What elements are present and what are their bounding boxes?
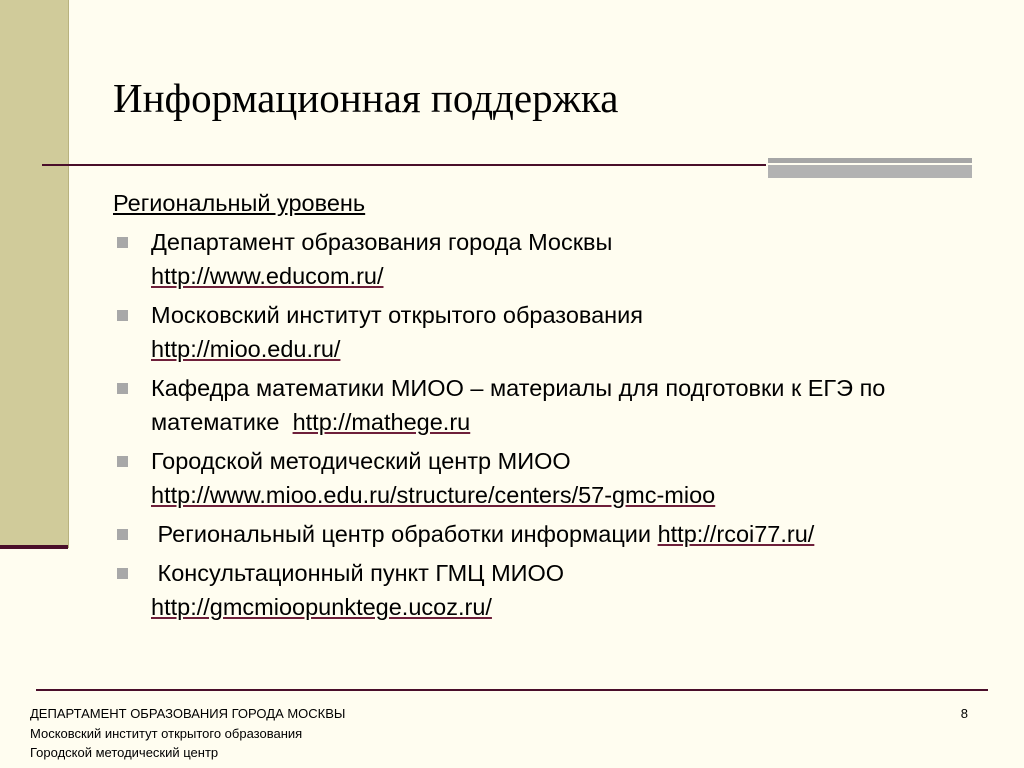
list-item <box>113 517 993 551</box>
footer-divider <box>36 689 988 691</box>
list-item <box>113 371 993 439</box>
bullet-square-icon <box>117 529 128 540</box>
title-divider-accent-top <box>768 158 972 163</box>
item-text: Консультационный пункт ГМЦ МИОО <box>157 560 565 586</box>
bullet-square-icon <box>117 568 128 579</box>
bullet-square-icon <box>117 310 128 321</box>
item-link[interactable]: http://gmcmioopunktege.ucoz.ru/ <box>151 594 492 620</box>
item-text: Московский институт открытого образования <box>151 302 644 328</box>
footer-line-2: Московский институт открытого образования <box>30 725 303 741</box>
section-label: Региональный уровень <box>113 190 366 216</box>
item-text: Региональный центр обработки информации <box>157 521 652 547</box>
list-item <box>113 298 993 366</box>
footer <box>30 704 345 763</box>
item-link[interactable]: http://mathege.ru <box>292 409 471 435</box>
bullet-square-icon <box>117 237 128 248</box>
left-bar-rule <box>0 545 68 549</box>
item-text: Кафедра математики МИОО – материалы для подготовки к ЕГЭ по математике <box>151 375 886 435</box>
slide-title: Информационная поддержка <box>113 75 619 121</box>
footer-line-1: ДЕПАРТАМЕНТ ОБРАЗОВАНИЯ ГОРОДА МОСКВЫ <box>30 706 346 721</box>
title-divider <box>42 164 766 166</box>
list-item <box>113 556 993 624</box>
page-number: 8 <box>960 706 968 721</box>
bullet-square-icon <box>117 383 128 394</box>
bullet-square-icon <box>117 456 128 467</box>
item-link[interactable]: http://www.mioo.edu.ru/structure/centers/57-gmc-mioo <box>151 482 716 508</box>
item-link[interactable]: http://mioo.edu.ru/ <box>151 336 341 362</box>
footer-line-3: Городской методический центр <box>30 745 219 760</box>
list-item <box>113 225 993 293</box>
title-divider-accent-bottom <box>768 165 972 178</box>
left-decorative-bar <box>0 0 69 548</box>
slide-content <box>113 186 993 624</box>
list-item <box>113 444 993 512</box>
item-text: Департамент образования города Москвы <box>151 229 613 255</box>
resource-list <box>113 225 993 624</box>
item-text: Городской методический центр МИОО <box>151 448 571 474</box>
item-link[interactable]: http://www.educom.ru/ <box>151 263 384 289</box>
item-link[interactable]: http://rcoi77.ru/ <box>657 521 815 547</box>
